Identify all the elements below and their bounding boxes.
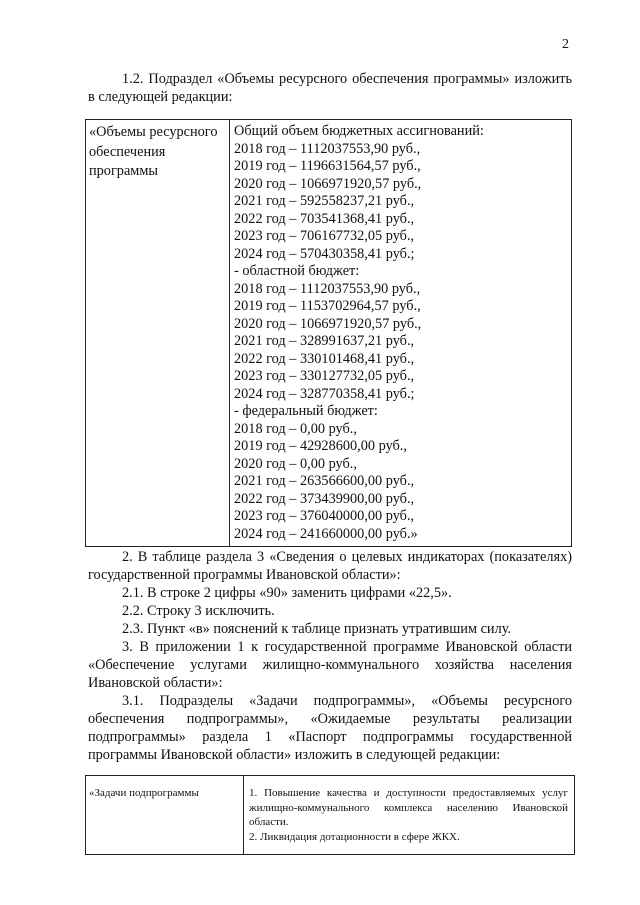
budget-line: - областной бюджет:: [234, 263, 360, 279]
budget-line: 2023 год – 706167732,05 руб.,: [234, 228, 415, 244]
budget-line: 2020 год – 0,00 руб.,: [234, 455, 357, 472]
paragraph-2-1: 2.1. В строке 2 цифры «90» заменить цифрами «22,5».: [122, 585, 452, 601]
budget-line: 2021 год – 592558237,21 руб.,: [234, 193, 415, 209]
budget-line: 2019 год – 1196631564,57 руб.,: [234, 158, 421, 174]
budget-line: 2022 год – 330101468,41 руб.,: [234, 350, 415, 367]
table-cell-values: [230, 120, 572, 547]
budget-line: 2019 год – 42928600,00 руб.,: [234, 438, 407, 454]
paragraph-3: 3. В приложении 1 к государственной программе Ивановской области «Обеспечение услугами жилищно-коммунального хозяйства населения Ивановской области»:: [88, 639, 572, 691]
task-item-1: 1. Повышение качества и доступности предоставляемых услуг жилищно-коммунального комплекса населению Ивановской области.: [249, 787, 568, 828]
resources-table: [85, 119, 572, 547]
table-cell-label: «Объемы ресурсного обеспечения программы: [86, 120, 230, 547]
paragraph-3-1: 3.1. Подразделы «Задачи подпрограммы», «Объемы ресурсного обеспечения подпрограммы», «Ожидаемые результаты реализации подпрограммы» раздела 1 «Паспорт подпрограммы государственной программы Ивановской области» изложить в следующей редакции:: [88, 693, 572, 763]
budget-line: 2023 год – 330127732,05 руб.,: [234, 368, 415, 384]
table-row: [86, 120, 572, 547]
budget-line: Общий объем бюджетных ассигнований:: [234, 123, 484, 139]
budget-line: 2021 год – 328991637,21 руб.,: [234, 333, 415, 349]
paragraph-2: 2. В таблице раздела 3 «Сведения о целевых индикаторах (показателях) государственной программы Ивановской области»:: [88, 549, 572, 583]
paragraph-2-2: 2.2. Строку 3 исключить.: [122, 603, 275, 619]
table-cell-values: [244, 776, 575, 855]
budget-line: 2023 год – 376040000,00 руб.,: [234, 508, 415, 524]
budget-line: 2018 год – 1112037553,90 руб.,: [234, 280, 421, 297]
budget-line: 2024 год – 241660000,00 руб.»: [234, 525, 418, 542]
task-item-2: 2. Ликвидация дотационности в сфере ЖКХ.: [249, 830, 460, 843]
budget-line: 2021 год – 263566600,00 руб.,: [234, 473, 415, 489]
paragraph-2-3: 2.3. Пункт «в» пояснений к таблице признать утратившим силу.: [122, 621, 511, 637]
budget-line: 2018 год – 0,00 руб.,: [234, 420, 357, 437]
subprogram-table: [85, 775, 575, 855]
budget-line: 2022 год – 703541368,41 руб.,: [234, 210, 415, 227]
intro-paragraph: 1.2. Подраздел «Объемы ресурсного обеспечения программы» изложить в следующей редакции:: [88, 71, 572, 105]
budget-line: 2022 год – 373439900,00 руб.,: [234, 490, 415, 507]
budget-line: 2024 год – 570430358,41 руб.;: [234, 245, 415, 262]
page-number: 2: [562, 37, 569, 52]
table-row: [86, 776, 575, 855]
budget-line: - федеральный бюджет:: [234, 403, 378, 419]
budget-line: 2020 год – 1066971920,57 руб.,: [234, 175, 422, 192]
budget-line: 2018 год – 1112037553,90 руб.,: [234, 140, 421, 157]
table-cell-label: «Задачи подпрограммы: [86, 776, 244, 855]
budget-line: 2019 год – 1153702964,57 руб.,: [234, 298, 421, 314]
budget-line: 2024 год – 328770358,41 руб.;: [234, 385, 415, 402]
budget-line: 2020 год – 1066971920,57 руб.,: [234, 315, 422, 332]
